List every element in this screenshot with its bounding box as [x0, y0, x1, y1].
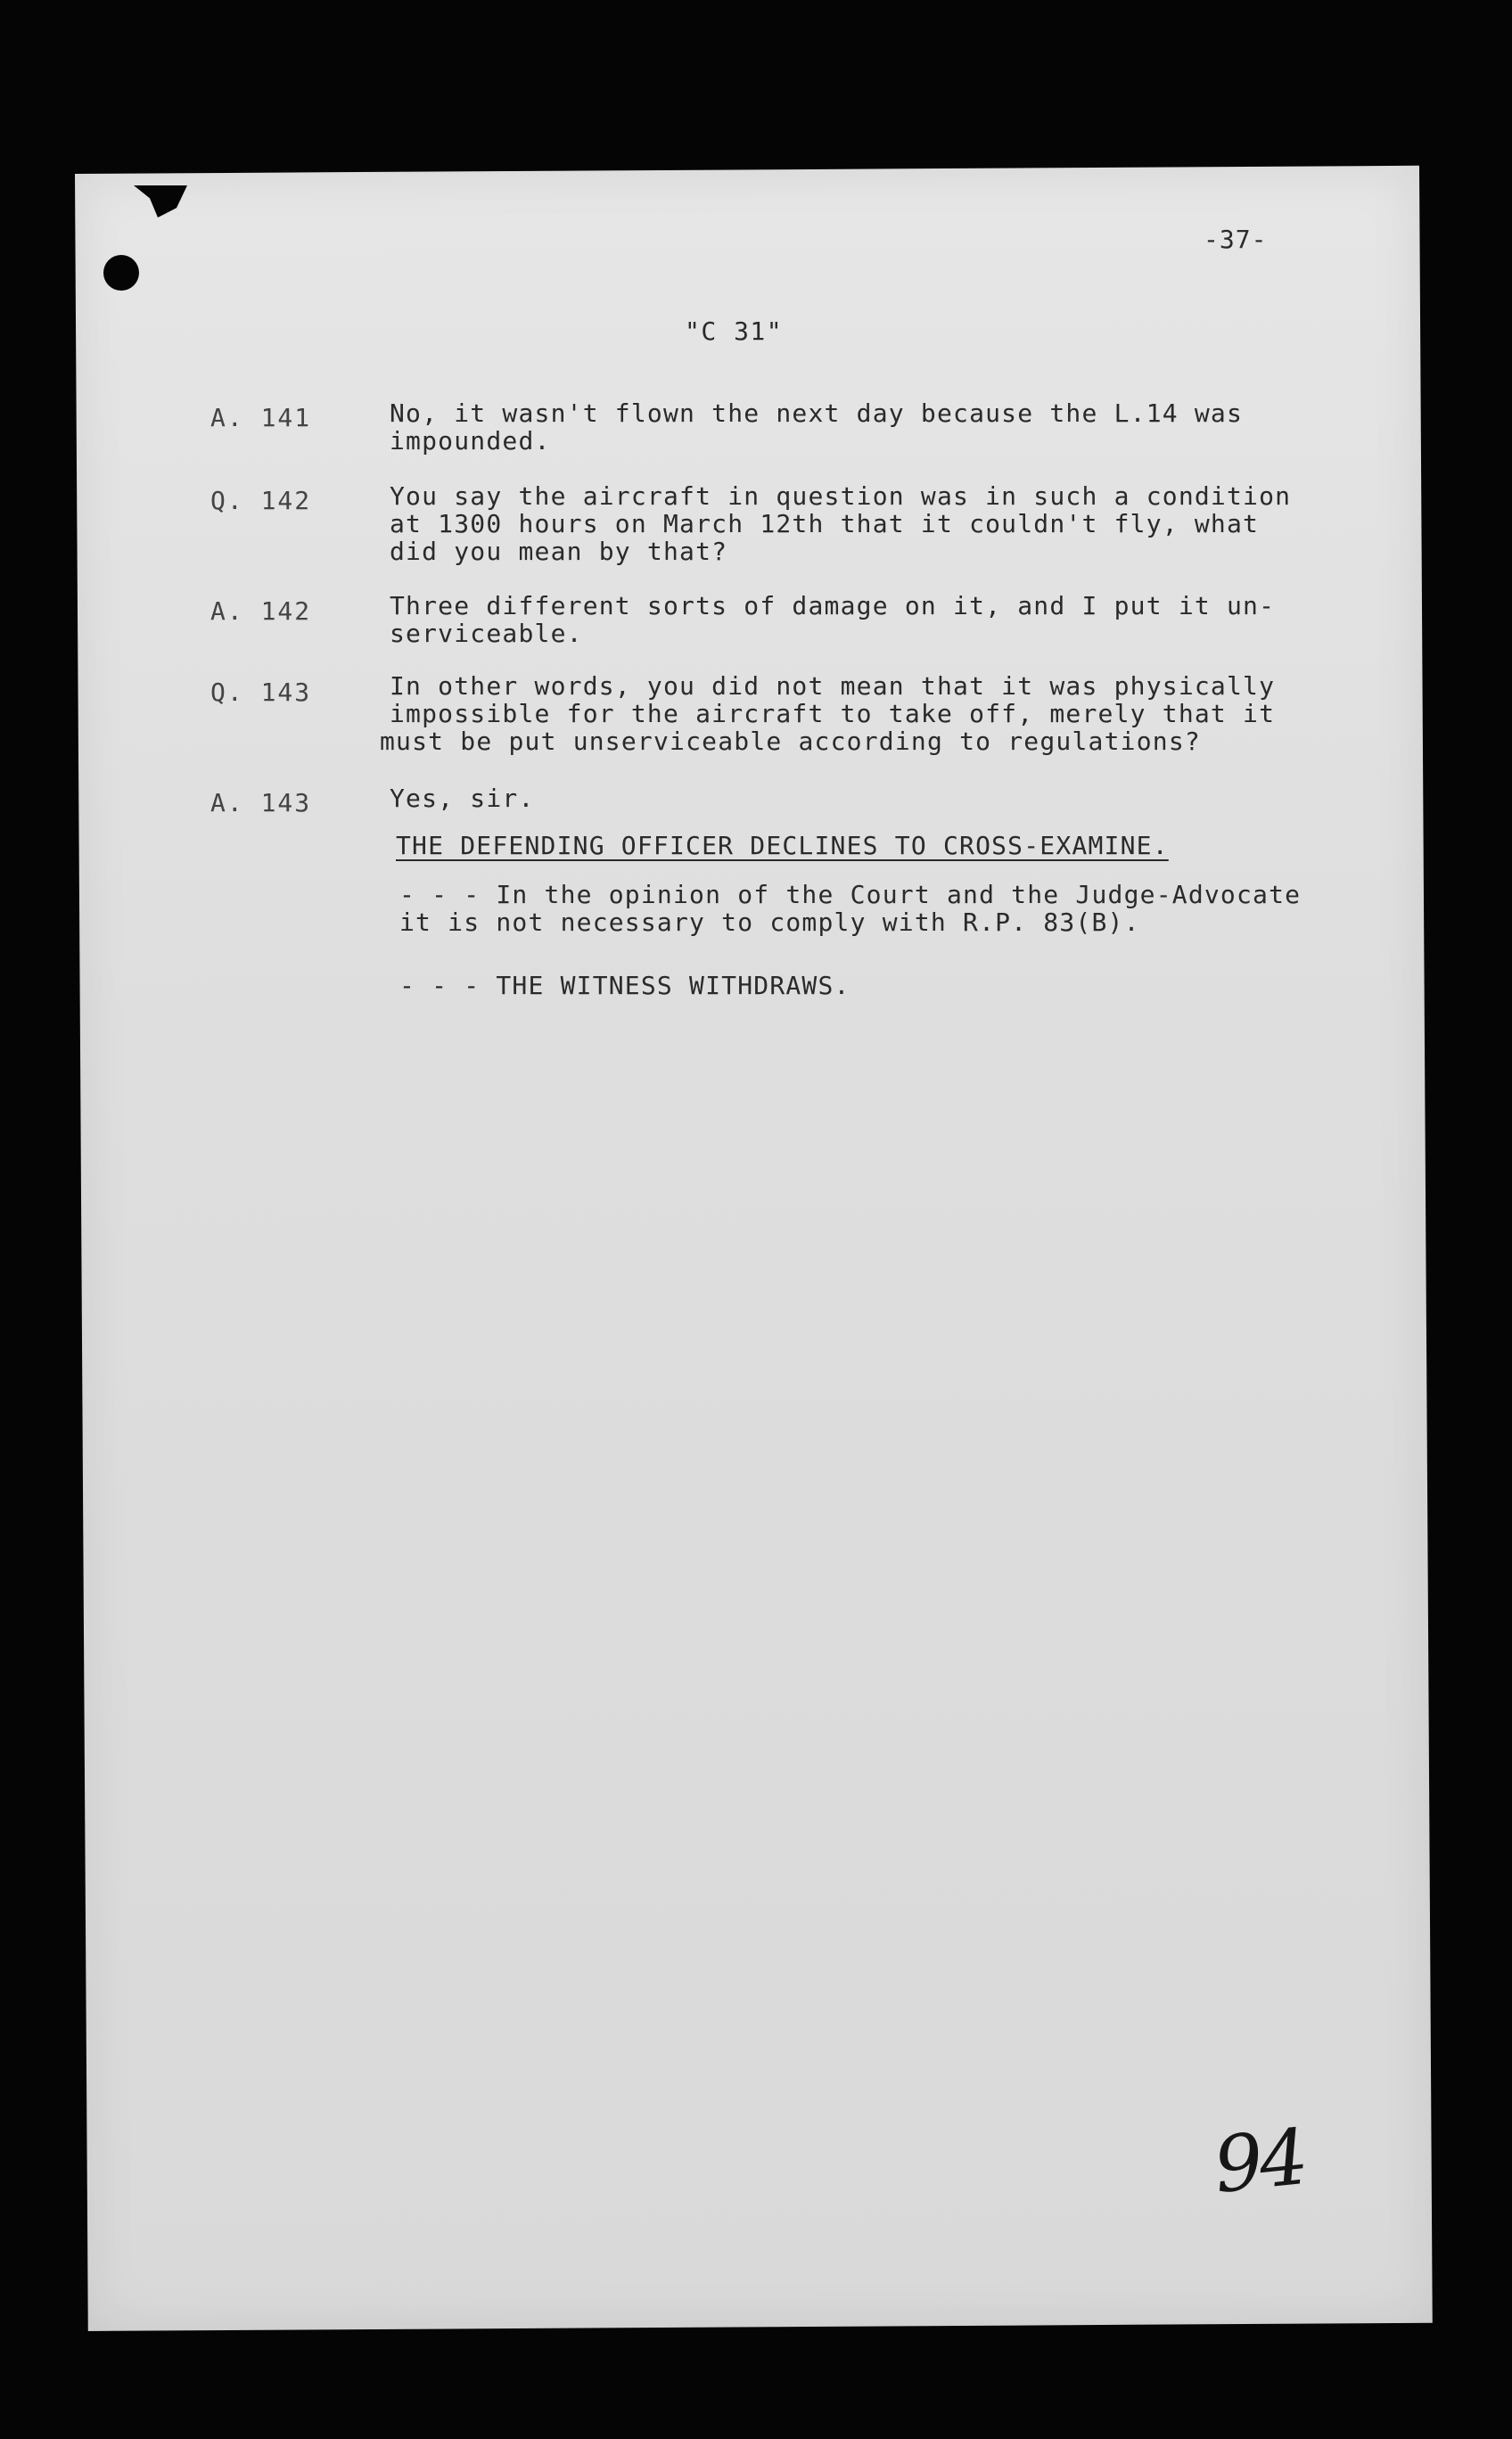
entry-label: Q. 143 [210, 678, 312, 707]
entry-label: A. 142 [210, 596, 312, 626]
exhibit-label: "C 31" [685, 316, 784, 346]
entry-line: at 1300 hours on March 12th that it couldn't fly, what [390, 509, 1260, 538]
handwritten-page-number: 94 [1210, 2112, 1310, 2212]
entry-line: impounded. [390, 426, 551, 456]
entry-label: A. 143 [210, 788, 312, 817]
entry-label: Q. 142 [210, 486, 312, 515]
entry-line: must be put unserviceable according to regulations? [380, 727, 1201, 756]
withdraw-line: - - - THE WITNESS WITHDRAWS. [399, 971, 850, 1000]
entry-line: No, it wasn't flown the next day because the L.14 was [390, 398, 1244, 428]
entry-line: impossible for the aircraft to take off, merely that it [390, 699, 1276, 728]
page-number: -37- [1204, 225, 1268, 254]
note-line: - - - In the opinion of the Court and the Judge-Advocate [399, 880, 1302, 909]
section-heading: THE DEFENDING OFFICER DECLINES TO CROSS-EXAMINE. [396, 831, 1169, 860]
entry-line: Yes, sir. [390, 784, 535, 813]
entry-line: Three different sorts of damage on it, and I put it un- [390, 591, 1276, 620]
entry-line: In other words, you did not mean that it was physically [390, 671, 1276, 701]
entry-label: A. 141 [210, 403, 312, 432]
entry-line: serviceable. [390, 619, 583, 648]
note-line: it is not necessary to comply with R.P. 83(B). [399, 907, 1140, 937]
entry-line: did you mean by that? [390, 537, 728, 566]
punch-hole [103, 255, 139, 291]
entry-line: You say the aircraft in question was in such a condition [390, 481, 1292, 511]
